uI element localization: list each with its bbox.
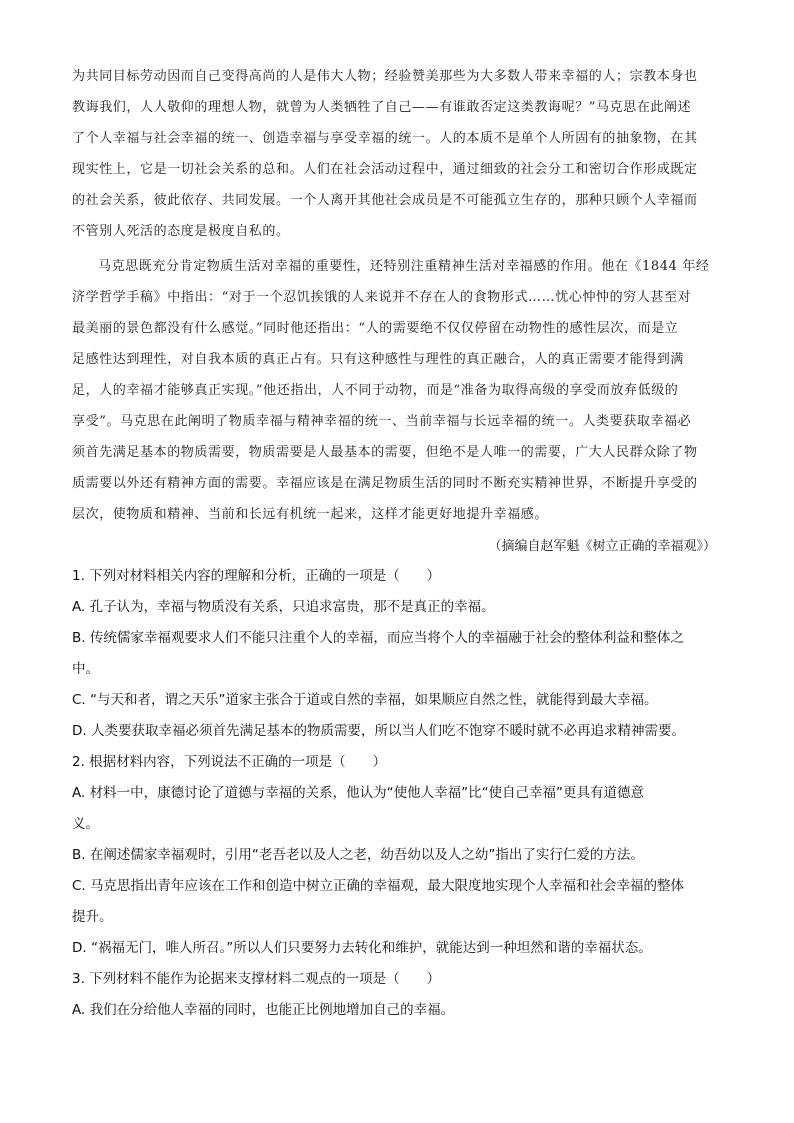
passage-line: 不管别人死活的态度是极度自私的。 bbox=[72, 224, 290, 239]
question-option: A. 孔子认为，幸福与物质没有关系，只追求富贵，那不是真正的幸福。 bbox=[72, 599, 495, 615]
question-option: D. 人类要获取幸福必须首先满足基本的物质需要，所以当人们吃不饱穿不暖时就不必再追求精神需要。 bbox=[72, 723, 685, 739]
passage-line: 的社会关系，彼此依存、共同发展。一个人离开其他社会成员是不可能孤立生存的，那种只顾个人幸福而 bbox=[72, 193, 698, 208]
passage-line: 足感性达到理性，对自我本质的真正占有。只有这种感性与理性的真正融合，人的真正需要才能得到满 bbox=[72, 352, 685, 367]
question-option: C. 马克思指出青年应该在工作和创造中树立正确的幸福观，最大限度地实现个人幸福和社会幸福的整体 bbox=[72, 878, 685, 894]
passage-line: 了个人幸福与社会幸福的统一、创造幸福与享受幸福的统一。人的本质不是单个人所固有的抽象物，在其 bbox=[72, 131, 698, 146]
passage-source: （摘编自赵军魁《树立正确的幸福观》） bbox=[488, 539, 716, 554]
question-option: B. 传统儒家幸福观要求人们不能只注重个人的幸福，而应当将个人的幸福融于社会的整体利益和整体之 bbox=[72, 630, 684, 646]
passage-line: 现实性上，它是一切社会关系的总和。人们在社会活动过程中，通过细致的社会分工和密切合作形成既定 bbox=[72, 162, 698, 177]
passage-line: 质需要以外还有精神方面的需要。幸福应该是在满足物质生活的同时不断充实精神世界，不断提升享受的 bbox=[72, 476, 698, 491]
passage-line: 最美丽的景色都没有什么感觉。”同时他还指出：“人的需要绝不仅仅停留在动物性的感性层次，而是立 bbox=[72, 321, 679, 336]
passage-line: 足，人的幸福才能够真正实现。”他还指出，人不同于动物，而是“准备为取得高级的享受而放弃低级的 bbox=[72, 383, 679, 398]
question-option: 中。 bbox=[72, 661, 99, 677]
question-stem: 1. 下列对材料相关内容的理解和分析，正确的一项是（ ） bbox=[72, 568, 441, 584]
passage-line: 马克思既充分肯定物质生活对幸福的重要性，还特别注重精神生活对幸福感的作用。他在《1844 年经 bbox=[98, 259, 710, 274]
question-option: C. “与天和者，谓之天乐”道家主张合于道或自然的幸福，如果顺应自然之性，就能得到最大幸福。 bbox=[72, 692, 658, 708]
passage-line: 须首先满足基本的物质需要，物质需要是人最基本的需要，但绝不是人唯一的需要，广大人民群众除了物 bbox=[72, 445, 698, 460]
passage-line: 教诲我们，人人敬仰的理想人物，就曾为人类牺牲了自己——有谁敢否定这类教诲呢？”马克思在此阐述 bbox=[72, 100, 692, 115]
question-option: 提升。 bbox=[72, 909, 113, 925]
passage-line: 为共同目标劳动因而自己变得高尚的人是伟大人物；经验赞美那些为大多数人带来幸福的人；宗教本身也 bbox=[72, 69, 698, 84]
question-option: D. “祸福无门，唯人所召。”所以人们只要努力去转化和维护，就能达到一种坦然和谐的幸福状态。 bbox=[72, 940, 652, 956]
question-stem: 3. 下列材料不能作为论据来支撑材料二观点的一项是（ ） bbox=[72, 971, 441, 987]
question-option: 义。 bbox=[72, 816, 99, 832]
question-option: B. 在阐述儒家幸福观时，引用“老吾老以及人之老，幼吾幼以及人之幼”指出了实行仁爱的方法。 bbox=[72, 847, 644, 863]
passage-line: 享受”。马克思在此阐明了物质幸福与精神幸福的统一、当前幸福与长远幸福的统一。人类要获取幸福必 bbox=[72, 414, 692, 429]
question-option: A. 材料一中，康德讨论了道德与幸福的关系，他认为“使他人幸福”比“使自己幸福”更具有道德意 bbox=[72, 785, 645, 801]
passage-line: 层次，使物质和精神、当前和长远有机统一起来，这样才能更好地提升幸福感。 bbox=[72, 507, 549, 522]
question-stem: 2. 根据材料内容，下列说法不正确的一项是（ ） bbox=[72, 754, 387, 770]
passage-line: 济学哲学手稿》中指出：“对于一个忍饥挨饿的人来说并不存在人的食物形式……忧心忡忡的穷人甚至对 bbox=[72, 290, 692, 305]
question-option: A. 我们在分给他人幸福的同时，也能正比例地增加自己的幸福。 bbox=[72, 1002, 455, 1018]
